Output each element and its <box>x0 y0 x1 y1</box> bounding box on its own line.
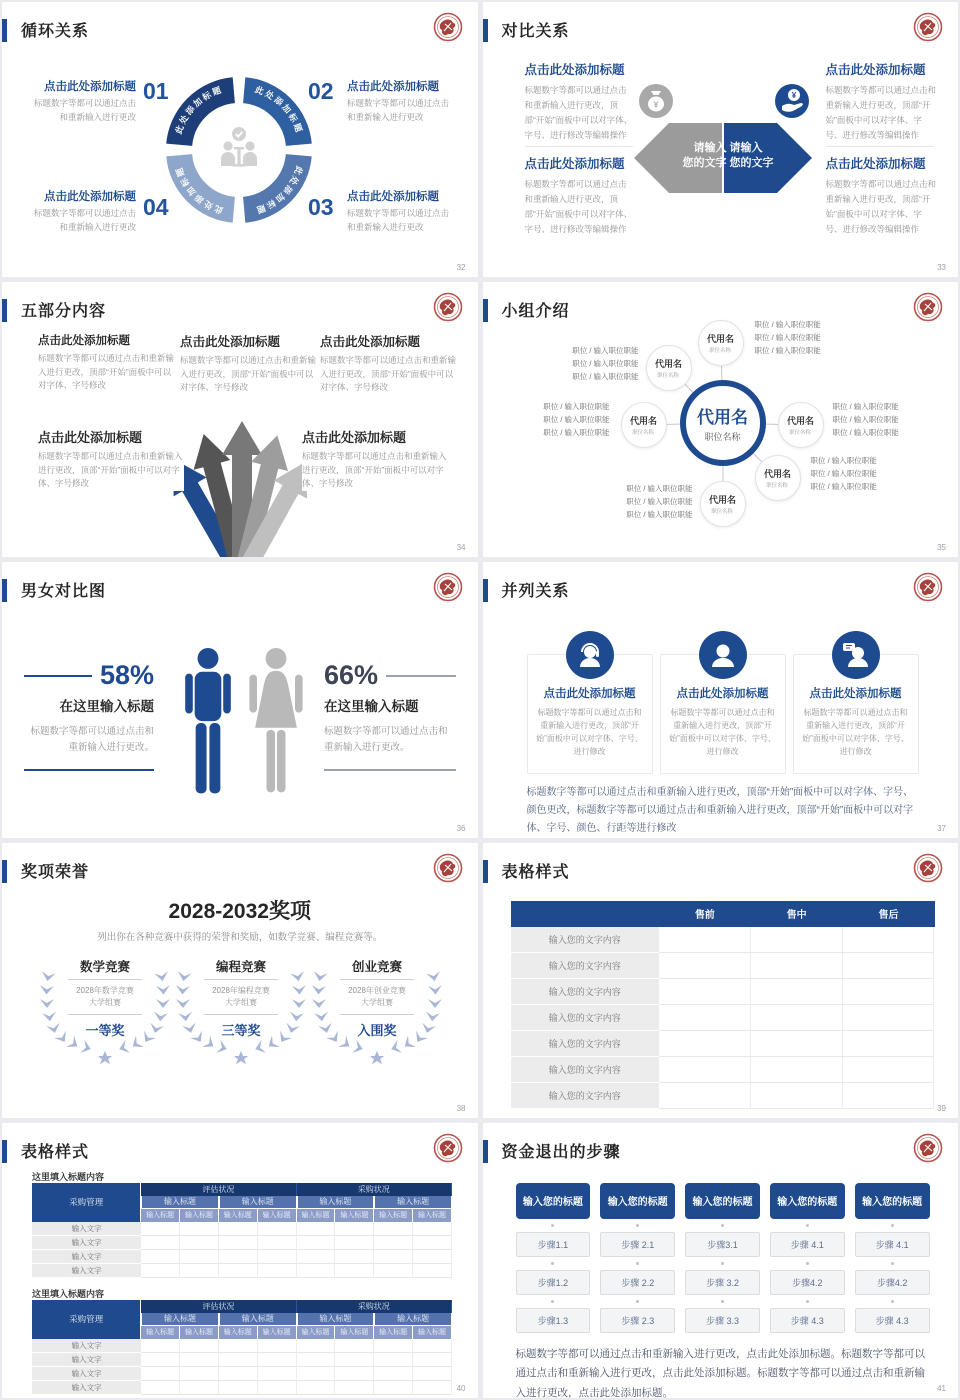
award-wreath-2: 编程竞赛 2028年编程竞赛 大学组赛 三等奖 <box>174 951 308 1077</box>
page-number: 35 <box>937 543 946 553</box>
block-body: 标题数字等都可以通过点击和重新输入进行更改，顶部“开始”面板中可以对字体、字号修改 <box>38 353 175 391</box>
step-column-2 <box>600 1183 675 1333</box>
page-number: 40 <box>456 1384 466 1393</box>
ring-segment-label: 此处添加标题 <box>173 84 225 136</box>
table-row: 输入文字 <box>32 1264 452 1278</box>
rule-line <box>324 769 456 771</box>
mid-header-row: 输入标题 输入标题 输入标题 输入标题 <box>141 1313 452 1326</box>
card-body: 标题数字等都可以通过点击和重新输入进行更改，顶部“开始”面板中可以对字体、字号、进行修改 <box>669 708 776 756</box>
laurel-wreath-icon <box>38 951 172 1077</box>
ring-segment-label: 此处添加标题 <box>253 84 305 136</box>
item-heading: 点击此处添加标题 <box>44 191 136 203</box>
parallel-card-2 <box>660 654 786 773</box>
leader-circle: 代用名 职位名称 <box>680 380 766 466</box>
slide-thumbnail-37[interactable] <box>483 562 959 837</box>
table-row: 输入您的文字内容 <box>511 953 935 979</box>
connector-dot <box>721 1300 724 1303</box>
page-number: 37 <box>937 823 946 833</box>
item-body: 标题数字等都可以通过点击和重新输入进行更改 <box>33 208 136 232</box>
connector-dot <box>551 1262 554 1265</box>
part-block-2 <box>180 332 318 395</box>
step-column-header: 输入您的标题 <box>600 1183 675 1219</box>
step-box: 步骤 2.3 <box>600 1308 675 1333</box>
step-column-5 <box>855 1183 930 1333</box>
slide-title: 男女对比图 <box>21 583 107 601</box>
parallel-card-1 <box>527 654 653 773</box>
slide-title: 表格样式 <box>501 863 570 881</box>
block-body: 标题数字等都可以通过点击和重新输入进行更改，顶部“开始”面板中可以对字体、字号、进行修改等编辑操作 <box>825 85 937 140</box>
female-percent: 66% <box>324 660 379 691</box>
title-accent-bar <box>483 1140 488 1163</box>
slide-title: 对比关系 <box>501 23 570 40</box>
page-number: 33 <box>937 263 946 273</box>
compare-block-top-left <box>525 60 635 143</box>
slide-thumbnail-40[interactable] <box>2 1123 478 1398</box>
connector-dot <box>551 1224 554 1227</box>
block-heading: 点击此处添加标题 <box>38 335 130 348</box>
item-heading: 点击此处添加标题 <box>347 81 439 93</box>
connector-dot <box>806 1300 809 1303</box>
col-header: 售中 <box>786 910 807 922</box>
rule-line <box>386 675 456 677</box>
connector-dot <box>891 1224 894 1227</box>
table-row: 输入您的文字内容 <box>511 1057 935 1083</box>
title-accent-bar <box>2 860 7 883</box>
school-seal-logo <box>912 852 944 884</box>
cycle-number-2: 02 <box>308 78 334 104</box>
cycle-number-1: 01 <box>143 78 169 104</box>
step-box: 步骤 3.3 <box>685 1308 760 1333</box>
table-row: 输入您的文字内容 <box>511 1031 935 1057</box>
block-heading: 点击此处添加标题 <box>320 335 421 350</box>
steps-grid <box>516 1183 930 1333</box>
member-circle-upper-left: 代用名 职位名称 <box>646 345 692 391</box>
title-accent-bar <box>2 299 7 322</box>
block-heading: 点击此处添加标题 <box>825 63 926 77</box>
part-block-4 <box>38 427 184 491</box>
person-icon <box>699 631 747 679</box>
step-column-1 <box>516 1183 591 1333</box>
school-seal-logo <box>432 852 464 884</box>
block-body: 标题数字等都可以通过点击和重新输入进行更改，顶部“开始”面板中可以对字体、字号修改 <box>180 355 317 393</box>
slide-thumbnail-41[interactable] <box>483 1123 959 1398</box>
block-body: 标题数字等都可以通过点击和重新输入进行更改，顶部“开始”面板中可以对字体、字号修改 <box>320 355 457 393</box>
connector-dot <box>891 1262 894 1265</box>
card-body: 标题数字等都可以通过点击和重新输入进行更改，顶部“开始”面板中可以对字体、字号、进行修改 <box>802 708 909 756</box>
block-body: 标题数字等都可以通过点击和重新输入进行更改，顶部“开始”面板中可以对字体、字号修改 <box>38 451 183 489</box>
connector-dot <box>551 1300 554 1303</box>
awards-heading: 2028-2032奖项 <box>168 899 311 923</box>
mid-header-row: 输入标题 输入标题 输入标题 输入标题 <box>141 1196 452 1209</box>
table-row: 输入文字 <box>32 1367 452 1381</box>
step-box: 步骤 4.1 <box>855 1232 930 1257</box>
block-heading: 点击此处添加标题 <box>302 430 407 446</box>
step-box: 步骤 3.2 <box>685 1270 760 1295</box>
stat-body: 标题数字等都可以通过点击和重新输入进行更改。 <box>30 726 154 753</box>
page-number: 41 <box>937 1384 946 1393</box>
cycle-item-2 <box>347 78 451 124</box>
corner-header: 采购管理 <box>32 1300 141 1339</box>
item-body: 标题数字等都可以通过点击和重新输入进行更改 <box>347 208 450 232</box>
table-row: 输入文字 <box>32 1236 452 1250</box>
block-heading: 点击此处添加标题 <box>38 430 143 446</box>
svg-text:¥: ¥ <box>791 91 796 100</box>
slide-title: 奖项荣誉 <box>21 863 90 881</box>
table-row: 输入您的文字内容 <box>511 927 935 953</box>
role-list-left: 职位 / 输入职位职能 职位 / 输入职位职能 职位 / 输入职位职能 <box>543 402 610 438</box>
table-caption: 这里填入标题内容 <box>32 1288 105 1299</box>
award-wreath-3: 创业竞赛 2028年创业竞赛 大学组赛 入围奖 <box>310 951 444 1077</box>
meeting-people-icon <box>221 127 257 167</box>
block-body: 标题数字等都可以通过点击和重新输入进行更改，顶部“开始”面板中可以对字体、字号、进行修改等编辑操作 <box>524 179 633 234</box>
compare-block-bottom-left <box>525 154 635 237</box>
table-row: 输入文字 <box>32 1250 452 1264</box>
step-box: 步骤4.2 <box>855 1270 930 1295</box>
male-figure-icon <box>178 648 238 800</box>
role-list-lower-right: 职位 / 输入职位职能 职位 / 输入职位职能 职位 / 输入职位职能 <box>810 456 877 492</box>
rule-line <box>24 769 154 771</box>
male-percent: 58% <box>99 660 154 691</box>
table-row: 输入您的文字内容 <box>511 1083 935 1109</box>
member-circle-top: 代用名 职位名称 <box>698 320 744 366</box>
school-seal-logo <box>912 11 944 43</box>
block-heading: 点击此处添加标题 <box>825 157 926 171</box>
block-heading: 点击此处添加标题 <box>180 335 281 350</box>
support-agent-icon <box>566 631 614 679</box>
procurement-table-2 <box>32 1300 452 1395</box>
slide-thumbnail-34[interactable] <box>2 282 478 557</box>
step-box: 步骤 4.3 <box>855 1308 930 1333</box>
step-box: 步骤 4.1 <box>770 1232 845 1257</box>
table-row: 输入您的文字内容 <box>511 979 935 1005</box>
page-number: 34 <box>456 543 466 553</box>
step-column-header: 输入您的标题 <box>516 1183 591 1219</box>
laurel-wreath-icon <box>310 951 444 1077</box>
step-box: 步骤 2.1 <box>600 1232 675 1257</box>
card-heading: 点击此处添加标题 <box>809 688 902 701</box>
stat-title: 在这里输入标题 <box>59 699 154 715</box>
step-column-header: 输入您的标题 <box>770 1183 845 1219</box>
table-caption: 这里填入标题内容 <box>32 1171 105 1182</box>
person-chat-icon <box>832 631 880 679</box>
item-heading: 点击此处添加标题 <box>44 81 136 93</box>
award-wreath-1: 数学竞赛 2028年数学竞赛 大学组赛 一等奖 <box>38 951 172 1077</box>
item-heading: 点击此处添加标题 <box>347 191 439 203</box>
table-row: 输入文字 <box>32 1381 452 1395</box>
title-accent-bar <box>483 19 488 42</box>
footer-paragraph: 标题数字等都可以通过点击和重新输入进行更改，顶部“开始”面板中可以对字体、字号、颜色更改，标题数字等都可以通过点击和重新输入进行更改，顶部“开始”面板中可以对字体、字号、颜色、行距等进行修改 <box>526 787 914 835</box>
right-arrow-text: 请输入 您的文字 <box>729 142 774 169</box>
page-number: 38 <box>456 1103 466 1113</box>
part-block-1 <box>38 332 176 393</box>
role-list-upper-left: 职位 / 输入职位职能 职位 / 输入职位职能 职位 / 输入职位职能 <box>572 346 639 382</box>
role-list-top: 职位 / 输入职位职能 职位 / 输入职位职能 职位 / 输入职位职能 <box>754 320 821 356</box>
col-header: 售前 <box>694 910 715 922</box>
part-block-5 <box>302 427 452 491</box>
connector-dot <box>636 1262 639 1265</box>
slide-thumbnail-38[interactable] <box>2 843 478 1118</box>
connector-dot <box>891 1300 894 1303</box>
female-stat-block <box>324 660 456 770</box>
connector-dot <box>721 1224 724 1227</box>
school-seal-logo <box>432 11 464 43</box>
card-heading: 点击此处添加标题 <box>676 688 769 701</box>
block-body: 标题数字等都可以通过点击和重新输入进行更改，顶部“开始”面板中可以对字体、字号、进行修改等编辑操作 <box>825 179 937 234</box>
step-column-header: 输入您的标题 <box>855 1183 930 1219</box>
cycle-number-4: 04 <box>143 194 169 220</box>
step-box: 步骤 2.2 <box>600 1270 675 1295</box>
step-box: 步骤1.3 <box>516 1308 591 1333</box>
slide-title: 表格样式 <box>21 1143 90 1161</box>
corner-header: 采购管理 <box>32 1183 141 1222</box>
step-box: 步骤3.1 <box>685 1232 760 1257</box>
slide-title: 循环关系 <box>21 23 90 40</box>
col-header: 售后 <box>878 910 899 922</box>
block-body: 标题数字等都可以通过点击和重新输入进行更改，顶部“开始”面板中可以对字体、字号、进行修改等编辑操作 <box>524 85 633 140</box>
step-box: 步骤1.1 <box>516 1232 591 1257</box>
step-box: 步骤1.2 <box>516 1270 591 1295</box>
connector-dot <box>806 1224 809 1227</box>
slide-thumbnail-39[interactable] <box>483 843 959 1118</box>
step-column-4 <box>770 1183 845 1333</box>
connector-dot <box>636 1300 639 1303</box>
cycle-number-3: 03 <box>308 194 334 220</box>
school-seal-logo <box>912 571 944 603</box>
sub-header-row: 输入标题 输入标题 输入标题 输入标题 输入标题 输入标题 输入标题 输入标题 <box>141 1326 452 1339</box>
title-accent-bar <box>2 579 7 602</box>
hand-coin-icon <box>775 84 809 118</box>
member-circle-left: 代用名 职位名称 <box>621 402 667 448</box>
slide-thumbnail-35[interactable] <box>483 282 959 557</box>
cycle-item-4 <box>32 188 136 234</box>
block-heading: 点击此处添加标题 <box>524 63 625 77</box>
title-accent-bar <box>483 579 488 602</box>
sub-header-row: 输入标题 输入标题 输入标题 输入标题 输入标题 输入标题 输入标题 输入标题 <box>141 1209 452 1222</box>
member-circle-lower-right: 代用名 职位名称 <box>755 455 801 501</box>
connector-dot <box>636 1224 639 1227</box>
block-heading: 点击此处添加标题 <box>524 157 625 171</box>
ring-segment-label: 此处添加标题 <box>173 164 225 216</box>
slide-title: 五部分内容 <box>21 303 107 321</box>
item-body: 标题数字等都可以通过点击和重新输入进行更改 <box>33 98 136 122</box>
svg-text:¥: ¥ <box>653 100 658 110</box>
male-stat-block <box>24 660 154 770</box>
slide-title: 资金退出的步骤 <box>501 1143 621 1161</box>
school-seal-logo <box>432 1132 464 1164</box>
compare-icons <box>635 80 813 122</box>
stat-body: 标题数字等都可以通过点击和重新输入进行更改。 <box>324 726 448 753</box>
awards-subtitle: 列出你在各种竞赛中获得的荣誉和奖励，如数学竞赛、编程竞赛等。 <box>97 931 383 943</box>
procurement-table-1 <box>32 1183 452 1278</box>
block-body: 标题数字等都可以通过点击和重新输入进行更改，顶部“开始”面板中可以对字体、字号修改 <box>302 451 447 489</box>
rule-line <box>24 675 92 677</box>
laurel-wreath-icon <box>174 951 308 1077</box>
member-circle-bottom: 代用名 职位名称 <box>700 481 746 527</box>
cycle-item-3 <box>347 188 451 234</box>
title-accent-bar <box>483 860 488 883</box>
slide-thumbnail-33[interactable] <box>483 2 959 277</box>
left-arrow-text: 请输入 您的文字 <box>682 142 727 169</box>
slide-thumbnail-36[interactable] <box>2 562 478 837</box>
table-row: 输入文字 <box>32 1339 452 1353</box>
table-row: 输入您的文字内容 <box>511 1005 935 1031</box>
role-list-right: 职位 / 输入职位职能 职位 / 输入职位职能 职位 / 输入职位职能 <box>832 402 899 438</box>
parallel-card-3 <box>793 654 919 773</box>
school-seal-logo <box>432 571 464 603</box>
female-figure-icon <box>244 648 308 800</box>
service-table <box>511 901 935 1109</box>
money-bag-icon <box>639 84 673 118</box>
step-column-header: 输入您的标题 <box>685 1183 760 1219</box>
table-header-row <box>511 901 935 927</box>
page-number: 36 <box>456 823 466 833</box>
divider <box>525 146 633 147</box>
group-header-row: 评估状况 采购状况 <box>141 1300 452 1313</box>
slide-thumbnail-32[interactable] <box>2 2 478 277</box>
title-accent-bar <box>2 1140 7 1163</box>
compare-block-top-right <box>826 60 938 143</box>
step-box: 步骤 4.3 <box>770 1308 845 1333</box>
divider <box>826 146 934 147</box>
stat-title: 在这里输入标题 <box>324 699 419 715</box>
title-accent-bar <box>2 19 7 42</box>
connector-dot <box>806 1262 809 1265</box>
part-block-3 <box>320 332 458 395</box>
slide-title: 并列关系 <box>501 583 570 601</box>
page-number: 39 <box>937 1103 946 1113</box>
connector-dot <box>721 1262 724 1265</box>
school-seal-logo <box>432 291 464 323</box>
page-number: 32 <box>456 263 466 273</box>
ring-segment-label: 此处添加标题 <box>253 164 305 216</box>
step-column-3 <box>685 1183 760 1333</box>
footer-paragraph: 标题数字等都可以通过点击和重新输入进行更改，点击此处添加标题。标题数字等都可以通过点击和重新输入进行更改，点击此处添加标题。标题数字等都可以通过点击和重新输入进行更改，点击此处添加标题。 <box>515 1347 925 1398</box>
cycle-item-1 <box>32 78 136 124</box>
table-row: 输入文字 <box>32 1353 452 1367</box>
card-heading: 点击此处添加标题 <box>543 688 636 701</box>
table-row: 输入文字 <box>32 1222 452 1236</box>
slide-title: 小组介绍 <box>501 303 570 321</box>
cycle-ring-diagram <box>154 65 324 235</box>
step-box: 步骤4.2 <box>770 1270 845 1295</box>
item-body: 标题数字等都可以通过点击和重新输入进行更改 <box>347 98 450 122</box>
member-circle-right: 代用名 职位名称 <box>778 402 824 448</box>
school-seal-logo <box>912 1132 944 1164</box>
role-list-bottom: 职位 / 输入职位职能 职位 / 输入职位职能 职位 / 输入职位职能 <box>626 484 693 520</box>
group-header-row: 评估状况 采购状况 <box>141 1183 452 1196</box>
compare-block-bottom-right <box>826 154 938 237</box>
card-body: 标题数字等都可以通过点击和重新输入进行更改，顶部“开始”面板中可以对字体、字号、进行修改 <box>536 708 643 756</box>
